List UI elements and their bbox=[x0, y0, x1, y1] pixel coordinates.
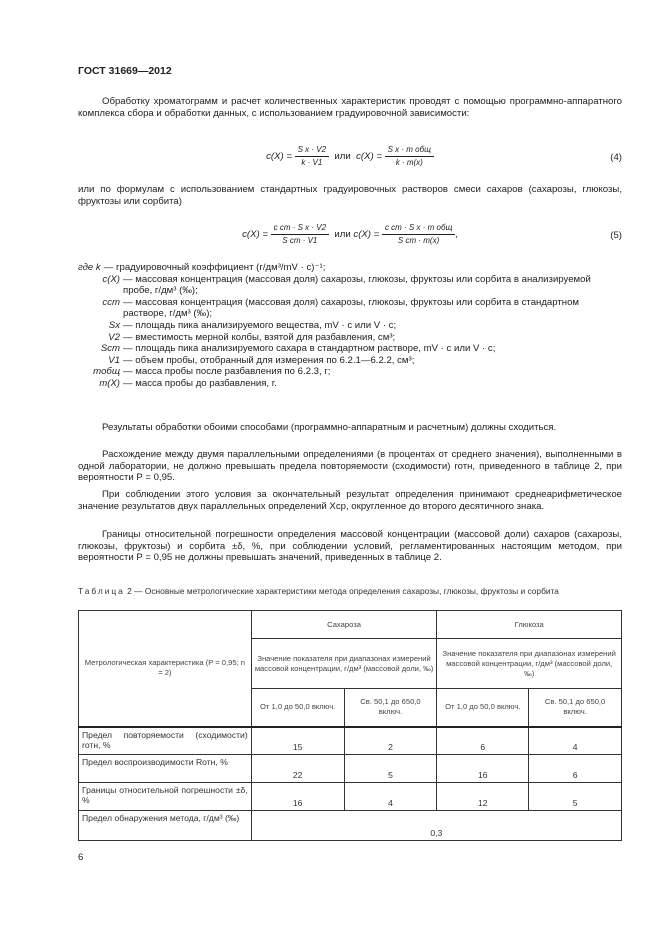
paragraph-standard-solutions: или по формулам с использованием стандартных градуировочных растворов смеси сахаров (сахарозы, глюкозы, фруктозы или сорбита) bbox=[78, 184, 622, 207]
cell: 2 bbox=[344, 727, 437, 755]
document-header: ГОСТ 31669—2012 bbox=[78, 65, 172, 77]
formula-lhs: c(X) = bbox=[266, 151, 292, 163]
subheader: Значение показателя при диапазонах измерений массовой концентрации, г/дм³ (массовой доли, ‰) bbox=[251, 639, 437, 689]
cell: 15 bbox=[251, 727, 344, 755]
formula-or: или bbox=[334, 229, 351, 241]
formula-lhs: c(X) = bbox=[356, 151, 382, 163]
range-header: Св. 50,1 до 650,0 включ. bbox=[529, 689, 622, 727]
definition-item: Sст — площадь пика анализируемого сахара в стандартном растворе, mV · с или V · с; bbox=[100, 343, 496, 355]
cell: 5 bbox=[344, 755, 437, 783]
table-corner-header: Метрологическая характеристика (P = 0,95; n = 2) bbox=[79, 611, 252, 727]
formula-lhs: c(X) = bbox=[242, 229, 268, 241]
paragraph-error-bounds: Границы относительной погрешности определения массовой концентрации (массовой доли) сахаров (сахарозы, глюкозы, фруктозы) и сорбита ±δ, %, при соблюдении условий, регламентированных настоящим методом, при вероятности P = 0,95 не должны превышать значений, приведенных в таблице 2. bbox=[78, 529, 622, 564]
range-header: Св. 50,1 до 650,0 включ. bbox=[344, 689, 437, 727]
definition-item: Sx — площадь пика анализируемого вещества, mV · с или V · с; bbox=[108, 319, 397, 331]
cell: 16 bbox=[251, 783, 344, 811]
cell: 4 bbox=[529, 727, 622, 755]
formula-lhs: c(X) = bbox=[353, 229, 380, 241]
cell: 16 bbox=[437, 755, 529, 783]
cell: 5 bbox=[529, 783, 622, 811]
fraction: $\frac{\text{c ст · S x · V2}}{\text{S ст · V1}}$ bbox=[271, 222, 329, 247]
table-caption: Таблица 2 — Основные метрологические характеристики метода определения сахарозы, глюкозы, фруктозы и сорбита bbox=[78, 586, 559, 596]
definition-item: cст — массовая концентрация (массовая доля) сахарозы, глюкозы, фруктозы или сорбита в стандартном растворе, г/дм³ (‰); bbox=[102, 296, 580, 320]
table-row bbox=[79, 727, 622, 755]
table-row bbox=[79, 783, 622, 811]
row-label: Границы относительной погрешности ±δ, % bbox=[79, 783, 252, 811]
table-row bbox=[79, 755, 622, 783]
definition-item: c(X) — массовая концентрация (массовая доля) сахарозы, глюкозы, фруктозы или сорбита в анализируемой пробе, г/дм³ (‰); bbox=[102, 273, 591, 297]
fraction: $\frac{\text{S x · V2}}{k \cdot V1}$ bbox=[295, 144, 329, 169]
column-group-sucrose: Сахароза bbox=[251, 611, 437, 639]
paragraph-final-result: При соблюдении этого условия за окончательный результат определения принимают среднеарифметическое значение результатов двух параллельных определений Xср, округленное до второго десятичного знака. bbox=[78, 489, 622, 512]
cell: 22 bbox=[251, 755, 344, 783]
range-header: От 1,0 до 50,0 включ. bbox=[437, 689, 529, 727]
cell: 4 bbox=[344, 783, 437, 811]
formula-or: или bbox=[334, 151, 351, 163]
definition-item: V2 — вместимость мерной колбы, взятой для разбавления, см³; bbox=[108, 331, 396, 343]
column-group-glucose: Глюкоза bbox=[437, 611, 622, 639]
cell: 6 bbox=[529, 755, 622, 783]
row-label: Предел повторяемости (сходимости) rотн, % bbox=[79, 727, 252, 755]
formula-number: (4) bbox=[610, 152, 622, 163]
definition-item: где k — градуировочный коэффициент (г/дм³/mV · с)⁻¹; bbox=[78, 262, 326, 273]
definition-item: mобщ — масса пробы после разбавления по 6.2.3, г; bbox=[93, 366, 331, 378]
fraction: $\frac{\text{S x · m общ}}{k \cdot m(x)}$ bbox=[385, 144, 434, 169]
definition-item: V1 — объем пробы, отобранный для измерения по 6.2.1—6.2.2, см³; bbox=[108, 354, 415, 366]
metrology-table bbox=[78, 610, 622, 841]
cell: 0,3 bbox=[251, 811, 621, 841]
cell: 6 bbox=[437, 727, 529, 755]
formula-5: c(X) = $\frac{\text{c ст · S x · V2}}{\text{S ст · V1}}$ или c(X) = $\frac{\text{c ст · S x · m общ}}{\text{S ст · m(x)}}$ , (5) bbox=[242, 223, 622, 245]
row-label: Предел воспроизводимости Rотн, % bbox=[79, 755, 252, 783]
fraction: $\frac{\text{c ст · S x · m общ}}{\text{S ст · m(x)}}$ bbox=[382, 222, 455, 247]
definition-item: m(X) — масса пробы до разбавления, г. bbox=[99, 377, 277, 389]
formula-4 bbox=[78, 144, 622, 174]
page-number: 6 bbox=[78, 852, 84, 863]
subheader: Значение показателя при диапазонах измерений массовой концентрации, г/дм³ (массовой доли, ‰) bbox=[437, 639, 622, 689]
cell: 12 bbox=[437, 783, 529, 811]
symbol-definitions bbox=[78, 262, 622, 390]
paragraph-results: Результаты обработки обоими способами (программно-аппаратным и расчетным) должны сходиться. bbox=[102, 422, 557, 433]
table-row bbox=[79, 811, 622, 841]
range-header: От 1,0 до 50,0 включ. bbox=[251, 689, 344, 727]
paragraph-divergence: Расхождение между двумя параллельными определениями (в процентах от среднего значения), выполненными в одной лаборатории, не должно превышать предела повторяемости (сходимости) rотн, приведенного в таблице 2, при вероятности P = 0,95. bbox=[78, 449, 622, 484]
row-label: Предел обнаружения метода, г/дм³ (‰) bbox=[79, 811, 252, 841]
paragraph-processing: Обработку хроматограмм и расчет количественных характеристик проводят с помощью программно-аппаратного комплекса сбора и обработки данных, с использованием градуировочной зависимости: bbox=[78, 96, 622, 119]
formula-number: (5) bbox=[610, 230, 622, 241]
